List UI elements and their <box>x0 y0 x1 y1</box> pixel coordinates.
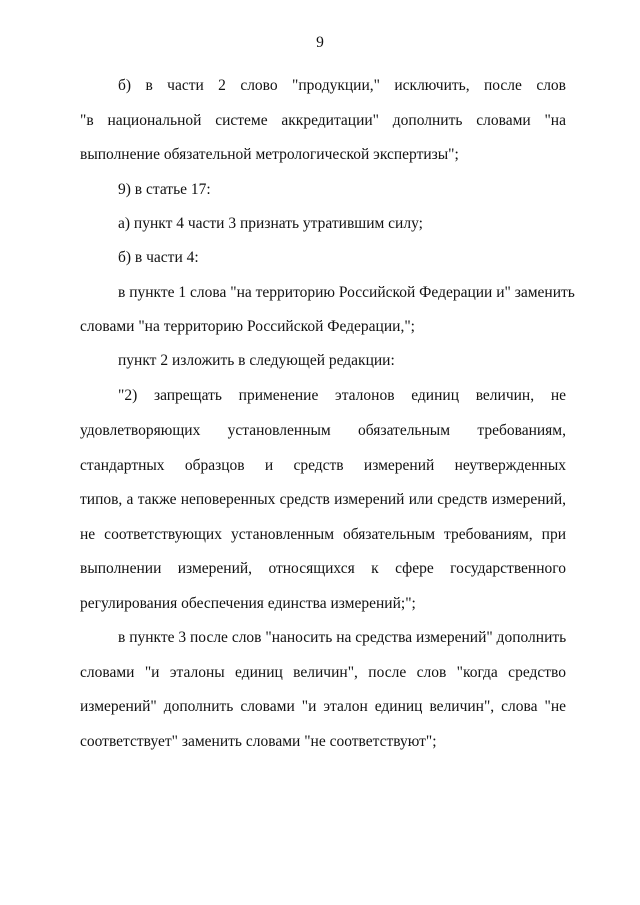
text-line: регулирования обеспечения единства измерений;"; <box>80 595 416 612</box>
text-line: "в национальной системе аккредитации" дополнить словами "на <box>80 112 566 129</box>
text-line: удовлетворяющих установленным обязательным требованиям, <box>80 422 566 439</box>
text-line: пункт 2 изложить в следующей редакции: <box>118 352 395 369</box>
text-line: б) в части 4: <box>118 249 199 266</box>
page-number: 9 <box>316 34 324 51</box>
text-line: выполнение обязательной метрологической экспертизы"; <box>80 146 459 163</box>
text-line: словами "и эталоны единиц величин", после слов "когда средство <box>80 664 566 681</box>
text-line: соответствует" заменить словами "не соответствуют"; <box>80 733 437 750</box>
text-line: не соответствующих установленным обязательным требованиям, при <box>80 526 566 543</box>
text-line: словами "на территорию Российской Федерации,"; <box>80 318 415 335</box>
text-line: 9) в статье 17: <box>118 181 211 198</box>
text-line: "2) запрещать применение эталонов единиц величин, не <box>118 387 566 404</box>
text-line: измерений" дополнить словами "и эталон единиц величин", слова "не <box>80 698 566 715</box>
text-line: в пункте 1 слова "на территорию Российской Федерации и" заменить <box>118 284 575 301</box>
text-line: выполнении измерений, относящихся к сфере государственного <box>80 560 566 577</box>
text-line: стандартных образцов и средств измерений неутвержденных <box>80 457 566 474</box>
text-line: типов, а также неповеренных средств измерений или средств измерений, <box>80 491 566 508</box>
text-line: б) в части 2 слово "продукции," исключить, после слов <box>118 77 566 94</box>
text-line: а) пункт 4 части 3 признать утратившим силу; <box>118 215 423 232</box>
text-line: в пункте 3 после слов "наносить на средства измерений" дополнить <box>118 629 567 646</box>
